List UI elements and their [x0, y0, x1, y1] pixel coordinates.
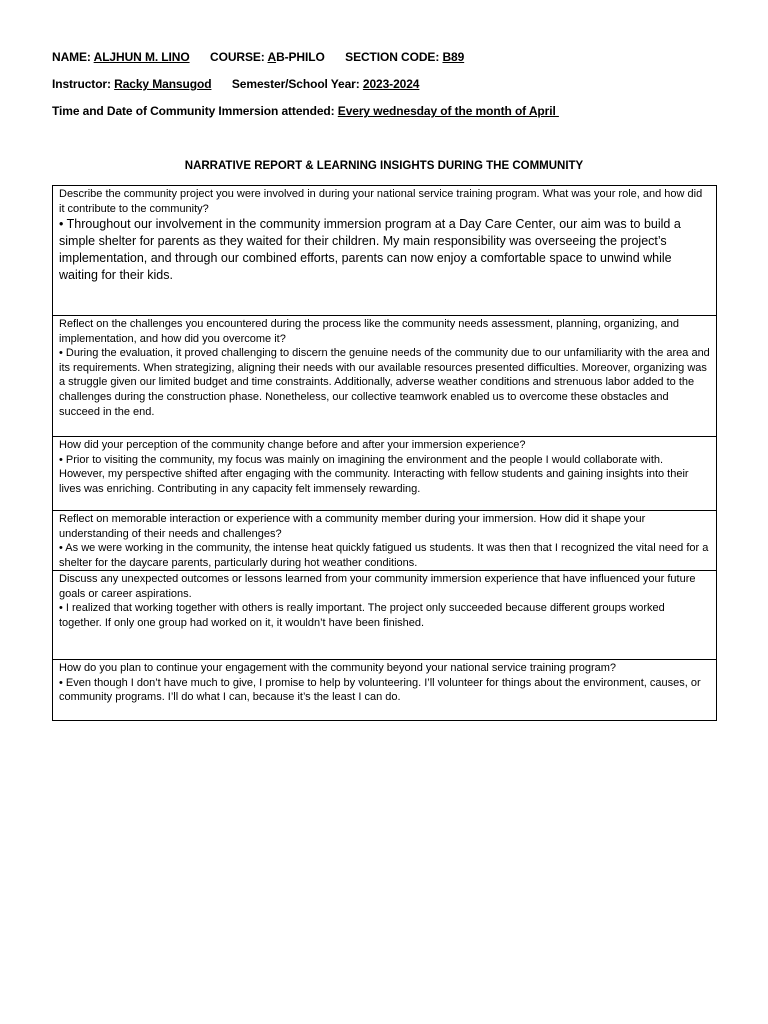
section-label: SECTION CODE:	[345, 50, 440, 64]
course-label: COURSE:	[210, 50, 265, 64]
section-answer: • Prior to visiting the community, my focus was mainly on imagining the environment and the people I would collaborate with. However, my perspective shifted after engaging with the community. Interacting with fellow students and gaining insights into their lives was enriching. Contributing in any capacity felt immensely rewarding.	[59, 453, 689, 495]
section-answer: • During the evaluation, it proved challenging to discern the genuine needs of the community due to our unfamiliarity with the area and its requirements. When strategizing, aligning their needs with our available resources presented difficulties. Moreover, organizing was a struggle given our limited budget and time constraints. Additionally, adverse weather conditions and strenuous labor added to the challenges during the construction phase. Nonetheless, our collective teamwork enabled us to overcome these obstacles and succeed in the end.	[59, 347, 710, 418]
semester-label: Semester/School Year:	[231, 77, 360, 91]
section-answer: • I realized that working together with others is really important. The project only succeeded because different groups worked together. If only one group had worked on it, it wouldn’t have been finished.	[59, 602, 665, 629]
instructor-value: Racky Mansugod	[114, 77, 212, 91]
section-question: Describe the community project you were involved in during your national service training program. What was your role, and how did it contribute to the community?	[59, 188, 703, 215]
section-question: Reflect on memorable interaction or experience with a community member during your immersion. How did it shape your understanding of their needs and challenges?	[59, 513, 646, 540]
report-section-2	[53, 315, 716, 436]
section-question: Discuss any unexpected outcomes or lessons learned from your community immersion experience that have influenced your future goals or career aspirations.	[59, 573, 696, 600]
immersion-label: Time and Date of Community Immersion attended:	[52, 104, 335, 118]
course-value-first: A	[267, 50, 277, 64]
report-table	[52, 185, 717, 721]
section-answer: • Throughout our involvement in the community immersion program at a Day Care Center, our aim was to build a simple shelter for parents as they waited for their children. My main responsibility was overseeing the project’s implementation, and through our combined efforts, parents can now enjoy a comfortable space to unwind while waiting for their kids.	[59, 217, 681, 282]
report-title: NARRATIVE REPORT & LEARNING INSIGHTS DURING THE COMMUNITY	[184, 160, 584, 172]
section-answer: • As we were working in the community, the intense heat quickly fatigued us students. It was then that I recognized the vital need for a shelter for the daycare parents, particularly during hot weather conditions.	[59, 542, 709, 569]
name-value: ALJHUN M. LINO	[93, 50, 190, 64]
header-line-immersion	[52, 104, 559, 118]
report-section-3	[53, 436, 716, 510]
header-line-instructor	[52, 77, 419, 91]
report-section-4	[53, 510, 716, 570]
instructor-label: Instructor:	[52, 77, 111, 91]
report-section-6	[53, 659, 716, 720]
section-question: How do you plan to continue your engagement with the community beyond your national service training program?	[59, 662, 617, 674]
course-value-rest: B-PHILO	[276, 50, 325, 64]
section-answer: • Even though I don’t have much to give, I promise to help by volunteering. I’ll volunteer for things about the environment, causes, or community programs. I’ll do what I can, because it’s the least I can do.	[59, 676, 701, 704]
header-line-student	[52, 50, 464, 64]
section-question: How did your perception of the community change before and after your immersion experience?	[59, 439, 526, 451]
section-value: B89	[442, 50, 465, 64]
report-section-1	[53, 186, 716, 315]
semester-value: 2023-2024	[362, 77, 420, 91]
report-section-5	[53, 570, 716, 659]
section-question: Reflect on the challenges you encountered during the process like the community needs assessment, planning, organizing, and implementation, and how did you overcome it?	[59, 318, 680, 345]
immersion-value: Every wednesday of the month of April	[337, 104, 559, 118]
name-label: NAME:	[52, 50, 91, 64]
